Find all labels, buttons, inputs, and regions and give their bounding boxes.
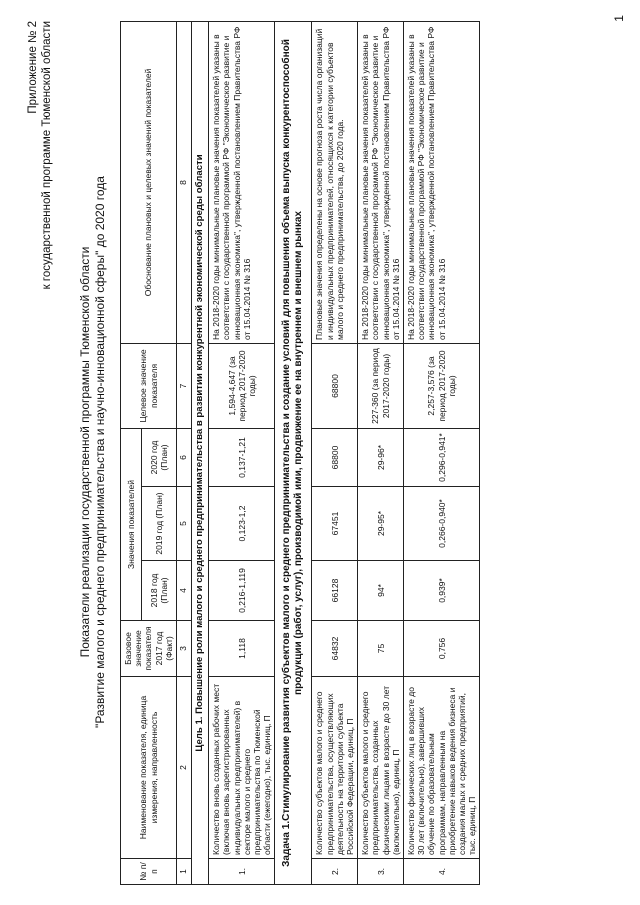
task-row bbox=[275, 21, 312, 884]
title-line-2: "Развитие малого и среднего предпринимательства и научно-инновационной сферы" до 2020 года bbox=[93, 176, 107, 728]
goal-1-heading: Цель 1. Повышение роли малого и среднего предпринимательства в развитии конкурентной экономической среды области bbox=[192, 21, 209, 884]
header-justification: Обоснование плановых и целевых значений показателей bbox=[121, 21, 177, 343]
value-2019: 0,266-0,940* bbox=[404, 487, 480, 561]
value-2018: 0,216-1,119 bbox=[209, 561, 275, 621]
row-number: 2. bbox=[312, 859, 358, 885]
header-2018: 2018 год (План) bbox=[141, 561, 176, 621]
appendix-line-2: к государственной программе Тюменской области bbox=[41, 21, 53, 290]
value-2019: 29-95* bbox=[358, 487, 404, 561]
base-value: 75 bbox=[358, 621, 404, 677]
value-2019: 67451 bbox=[312, 487, 358, 561]
document-title bbox=[78, 13, 108, 891]
base-value: 0,756 bbox=[404, 621, 480, 677]
appendix-line-1: Приложение № 2 bbox=[27, 21, 39, 114]
table-row bbox=[358, 21, 404, 884]
value-2020: 29-96* bbox=[358, 428, 404, 486]
target-value: 68800 bbox=[312, 343, 358, 428]
column-number: 7 bbox=[177, 343, 192, 428]
indicators-table bbox=[120, 21, 480, 885]
indicator-name: Количество субъектов малого и среднего предпринимательства, осуществляющих деятельность на территории субъекта Российской Федерации, единиц, П bbox=[312, 677, 358, 859]
indicator-name: Количество вновь созданных рабочих мест (включая вновь зарегистрированных индивидуальных предпринимателей) в секторе малого и среднего предпринимательства по Тюменской области (ежегодно), тыс. единиц, П bbox=[209, 677, 275, 859]
header-no: № п/п bbox=[121, 859, 177, 885]
value-2018: 0,939* bbox=[404, 561, 480, 621]
base-value: 1,118 bbox=[209, 621, 275, 677]
goal-row bbox=[192, 21, 209, 884]
row-number: 3. bbox=[358, 859, 404, 885]
indicator-name: Количество субъектов малого и среднего предпринимательства, созданных физическими лицами в возрасте до 30 лет (включительно), единиц, П bbox=[358, 677, 404, 859]
title-line-1: Показатели реализации государственной программы Тюменской области bbox=[78, 246, 92, 658]
header-name: Наименование показателя, единица измерения, направленность bbox=[121, 677, 177, 859]
value-2019: 0,123-1,2 bbox=[209, 487, 275, 561]
target-value: 1,594-4,647 (за период 2017-2020 годы) bbox=[209, 343, 275, 428]
base-value: 64832 bbox=[312, 621, 358, 677]
value-2020: 68800 bbox=[312, 428, 358, 486]
rotated-sheet bbox=[20, 13, 626, 891]
table-row bbox=[312, 21, 358, 884]
target-value: 227-360 (за период 2017-2020 годы) bbox=[358, 343, 404, 428]
column-number: 8 bbox=[177, 21, 192, 343]
header-row-1 bbox=[121, 21, 142, 884]
page-number: 1 bbox=[612, 15, 626, 22]
header-2020: 2020 год (План) bbox=[141, 428, 176, 486]
header-2019: 2019 год (План) bbox=[141, 487, 176, 561]
value-2020: 0,137-1,21 bbox=[209, 428, 275, 486]
indicator-name: Количество физических лиц в возрасте до 30 лет (включительно), завершивших обучение по образовательным программам, направленным на приобретение навыков ведения бизнеса и создания малых и средних предприятий, тыс. единиц, П bbox=[404, 677, 480, 859]
justification: Плановые значения определены на основе прогноза роста числа организаций и индивидуальных предпринимателей, относящихся к категории субъектов малого и среднего предпринимательства, до 2020 года. bbox=[312, 21, 358, 343]
header-values-group: Значения показателей bbox=[121, 428, 142, 620]
table-row bbox=[209, 21, 275, 884]
target-value: 2,257-3,576 (за период 2017-2020 годы) bbox=[404, 343, 480, 428]
column-number: 1 bbox=[177, 859, 192, 885]
column-number: 4 bbox=[177, 561, 192, 621]
column-number-row bbox=[177, 21, 192, 884]
column-number: 2 bbox=[177, 677, 192, 859]
value-2020: 0,296-0,941* bbox=[404, 428, 480, 486]
value-2018: 94* bbox=[358, 561, 404, 621]
header-base: Базовое значение показателя 2017 год (Факт) bbox=[121, 621, 177, 677]
task-1-heading: Задача 1.Стимулирование развития субъектов малого и среднего предпринимательства и создание условий для повышения объема выпуска конкурентоспособной продукции (работ, услуг), производимой ими, продвижение ее на внутреннем и внешнем рынках bbox=[275, 21, 312, 884]
table-row bbox=[404, 21, 480, 884]
row-number: 1. bbox=[209, 859, 275, 885]
justification: На 2018-2020 годы минимальные плановые значения показателей указаны в соответствии с государственной программой РФ "Экономическое развитие и инновационная экономика", утвержденной постановлением Правительства РФ от 15.04.2014 № 316 bbox=[358, 21, 404, 343]
row-number: 4. bbox=[404, 859, 480, 885]
value-2018: 66128 bbox=[312, 561, 358, 621]
appendix-note bbox=[26, 21, 54, 289]
justification: На 2018-2020 годы минимальные плановые значения показателей указаны в соответствии государственной программой РФ "Экономическое развитие и инновационная экономика", утвержденной постановлением Правительства РФ от 15.04.2014 № 316 bbox=[404, 21, 480, 343]
column-number: 3 bbox=[177, 621, 192, 677]
justification: На 2018-2020 годы минимальные плановые значения показателей указаны в соответствии с государственной программой РФ "Экономическое развитие и инновационная экономика", утвержденной постановлением Правительства РФ от 15.04.2014 № 316 bbox=[209, 21, 275, 343]
header-target: Целевое значение показателя bbox=[121, 343, 177, 428]
column-number: 5 bbox=[177, 487, 192, 561]
column-number: 6 bbox=[177, 428, 192, 486]
